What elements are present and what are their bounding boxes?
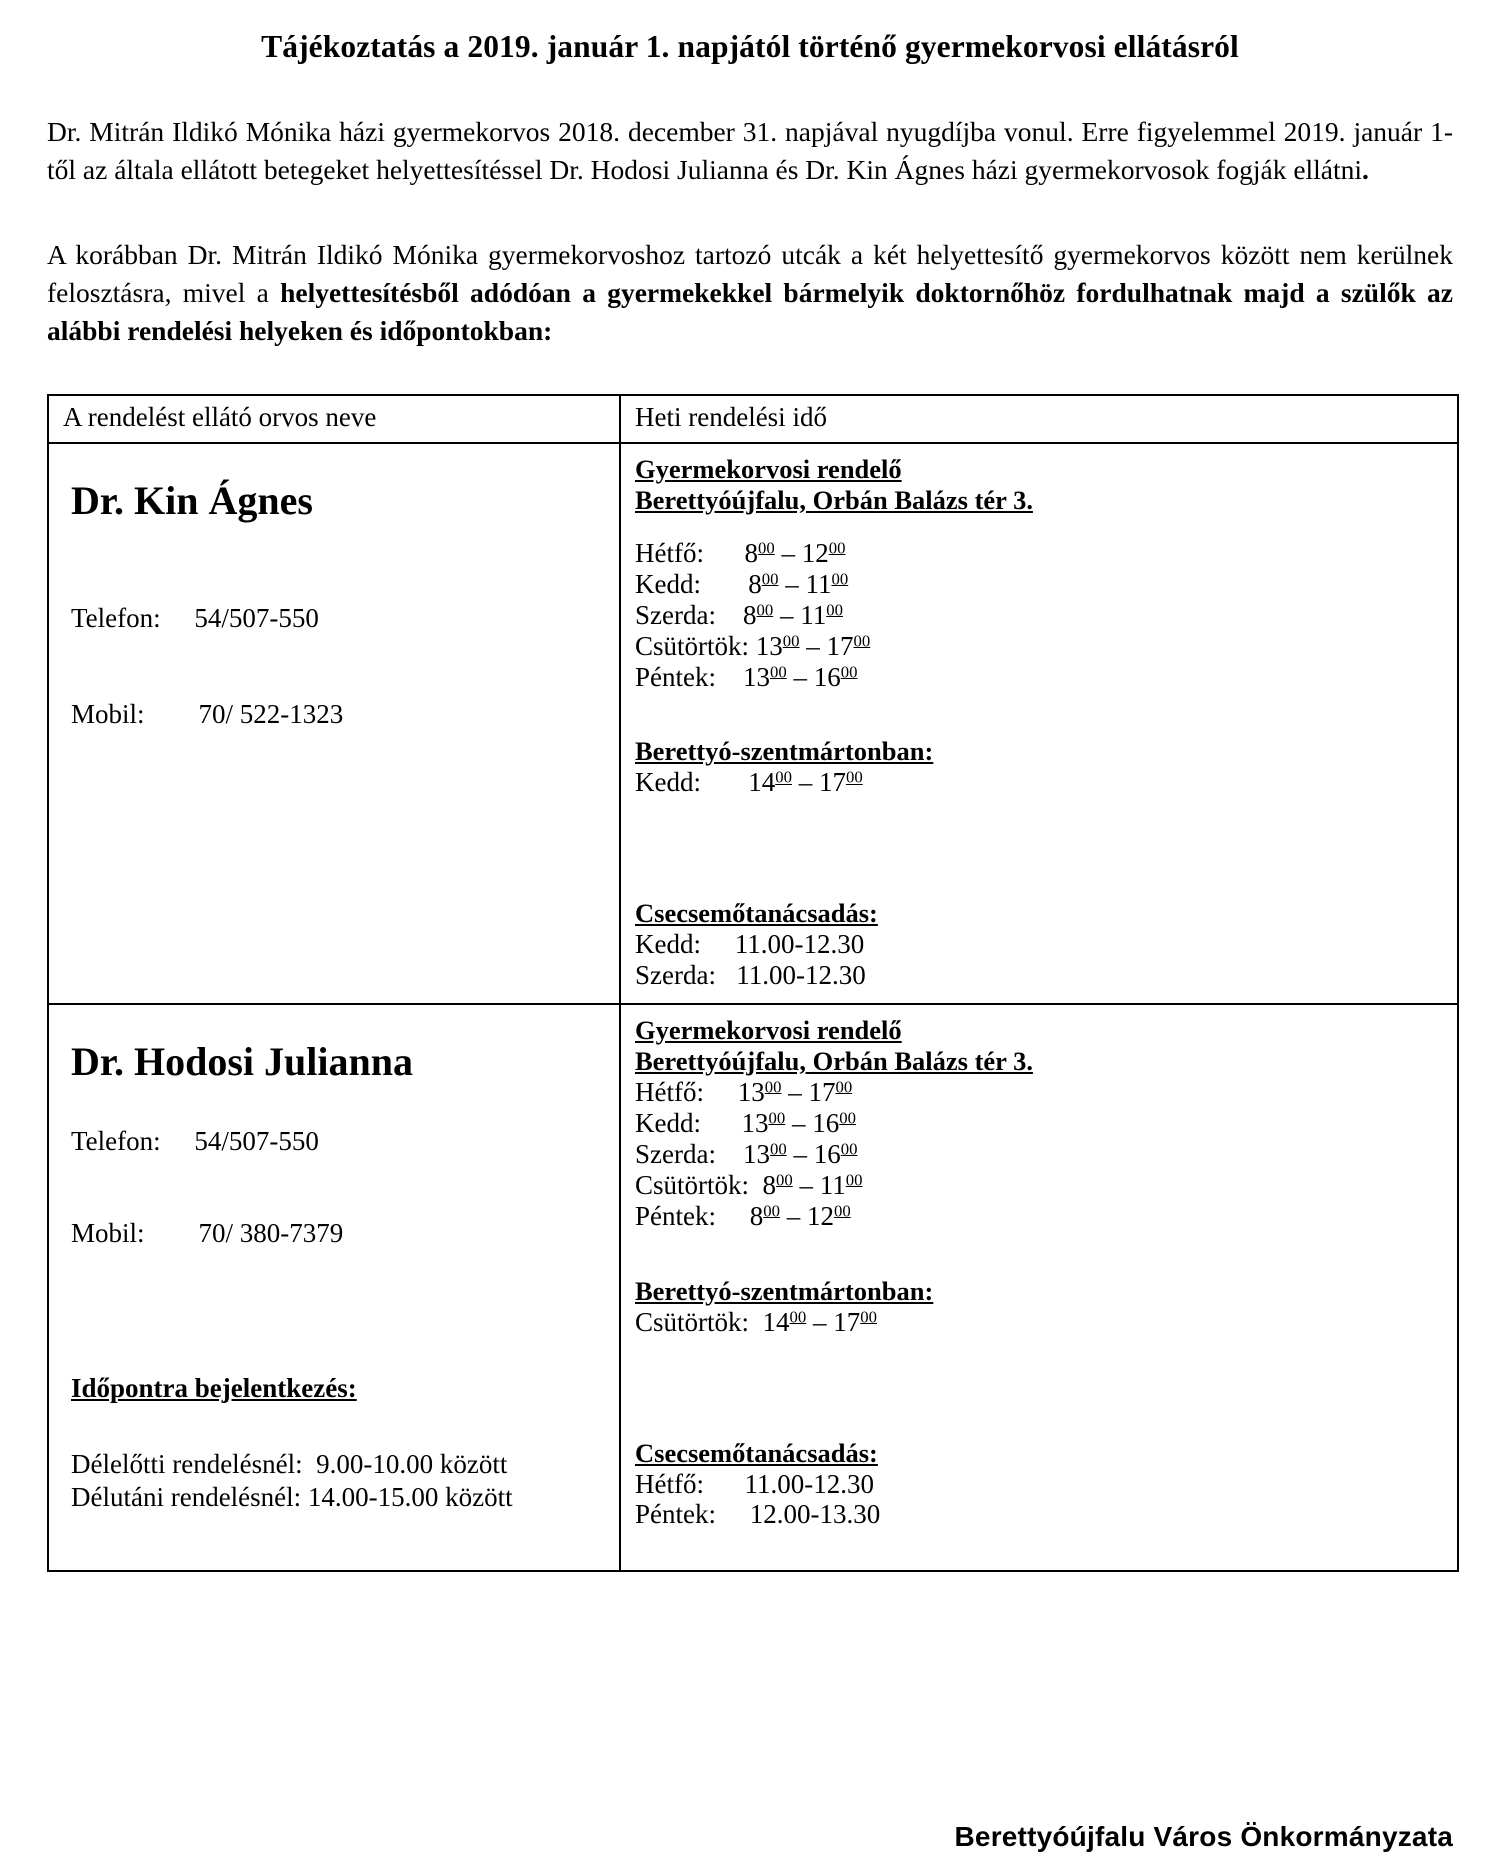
hours-range: $8^{00} - 12^{00}$ [749, 1200, 851, 1231]
branch-hours-row [635, 767, 1457, 798]
header-cell-doctor [48, 395, 620, 443]
office-title-line1: Gyermekorvosi rendelő [635, 453, 902, 484]
weekly-hours-list [635, 538, 1457, 693]
doctor-mobile [71, 698, 619, 732]
hours-day: Csütörtök: [635, 1306, 750, 1337]
weekly-hours-list [635, 1077, 1457, 1232]
table-row [48, 443, 1458, 1004]
header-cell-hours [620, 395, 1458, 443]
infant-hours-row [635, 929, 1457, 960]
hours-cell-kin [620, 443, 1458, 1004]
hours-day: Csütörtök: [635, 630, 750, 661]
hours-day: Szerda: [635, 599, 716, 630]
hours-range: $13^{00} - 16^{00}$ [741, 1108, 856, 1139]
streets-paragraph-bold: helyettesítésből adódóan a gyermekekkel bármelyik doktornőhöz fordulhatnak majd a szülők az alábbi rendelési helyeken és időpontokban: [47, 277, 1454, 347]
telephone-label: Telefon: [71, 602, 161, 633]
hours-day: Szerda: [635, 960, 716, 991]
appointment-title: Időpontra bejelentkezés: [71, 1372, 357, 1403]
appointment-value: 14.00-15.00 között [307, 1481, 513, 1512]
hours-day: Hétfő: [635, 537, 704, 568]
infant-title: Csecsemőtanácsadás: [635, 898, 878, 929]
doctor-cell-hodosi [48, 1004, 620, 1570]
mobile-value: 70/ 522-1323 [198, 698, 344, 729]
schedule-table [47, 394, 1459, 1571]
hours-row [635, 1077, 1457, 1108]
hours-range: 11.00-12.30 [736, 960, 866, 991]
hours-day: Hétfő: [635, 1468, 704, 1499]
infant-title: Csecsemőtanácsadás: [635, 1437, 878, 1468]
page-title: Tájékoztatás a 2019. január 1. napjától történő gyermekorvosi ellátásról [261, 29, 1239, 64]
hours-range: $8^{00} - 11^{00}$ [742, 599, 843, 630]
telephone-value: 54/507-550 [194, 602, 319, 633]
appointment-row [71, 1481, 619, 1514]
hours-range: $14^{00} - 17^{00}$ [762, 1306, 877, 1337]
infant-hours-row [635, 1469, 1457, 1500]
mobile-label: Mobil: [71, 1217, 145, 1248]
doctor-cell-kin [48, 443, 620, 1004]
doctor-telephone [71, 1125, 619, 1159]
doctor-mobile [71, 1217, 619, 1251]
hours-day: Kedd: [635, 767, 701, 798]
office-title-line2: Berettyóújfalu, Orbán Balázs tér 3. [635, 484, 1033, 515]
branch-hours-row [635, 1307, 1457, 1338]
hours-day: Kedd: [635, 1108, 701, 1139]
hours-day: Péntek: [635, 661, 716, 692]
doctor-name: Dr. Hodosi Julianna [71, 1039, 413, 1085]
streets-paragraph [47, 236, 1453, 350]
table-row [48, 1004, 1458, 1570]
hours-row [635, 662, 1457, 693]
hours-row [635, 1201, 1457, 1232]
telephone-label: Telefon: [71, 1126, 161, 1157]
doctor-name: Dr. Kin Ágnes [71, 477, 313, 523]
hours-day: Csütörtök: [635, 1169, 750, 1200]
hours-day: Kedd: [635, 568, 701, 599]
table-header-row [48, 395, 1458, 443]
footer-signature: Berettyóújfalu Város Önkormányzata [954, 1821, 1453, 1852]
infant-hours-row [635, 960, 1457, 991]
hours-range: $14^{00} - 17^{00}$ [748, 767, 863, 798]
mobile-label: Mobil: [71, 698, 145, 729]
hours-range: 12.00-13.30 [749, 1499, 881, 1530]
appointment-row [71, 1448, 619, 1481]
hours-range: 11.00-12.30 [744, 1468, 874, 1499]
hours-row [635, 1139, 1457, 1170]
hours-row [635, 1170, 1457, 1201]
hours-row [635, 538, 1457, 569]
hours-range: $13^{00} - 16^{00}$ [743, 661, 858, 692]
hours-day: Kedd: [635, 929, 701, 960]
branch-title: Berettyó-szentmártonban: [635, 736, 934, 767]
hours-range: $8^{00} - 12^{00}$ [744, 537, 846, 568]
hours-day: Hétfő: [635, 1077, 704, 1108]
hours-day: Péntek: [635, 1499, 716, 1530]
hours-row [635, 569, 1457, 600]
mobile-value: 70/ 380-7379 [198, 1217, 344, 1248]
hours-day: Szerda: [635, 1138, 716, 1169]
appointment-value: 9.00-10.00 között [316, 1448, 508, 1479]
office-title-line2: Berettyóújfalu, Orbán Balázs tér 3. [635, 1046, 1033, 1077]
appointment-label: Délelőtti rendelésnél: [71, 1448, 303, 1479]
branch-title: Berettyó-szentmártonban: [635, 1275, 934, 1306]
hours-row [635, 1108, 1457, 1139]
office-title-line1: Gyermekorvosi rendelő [635, 1015, 902, 1046]
infant-hours-row [635, 1499, 1457, 1530]
hours-range: $13^{00} - 16^{00}$ [742, 1138, 858, 1169]
hours-range: $13^{00} - 17^{00}$ [755, 630, 871, 661]
telephone-value: 54/507-550 [194, 1126, 319, 1157]
streets-paragraph-text: A korábban Dr. Mitrán Ildikó Mónika gyermekorvoshoz tartozó utcák a két helyettesítő gyermekorvos között nem kerülnek felosztásra, mivel a [47, 238, 1453, 309]
hours-range: $8^{00} - 11^{00}$ [762, 1169, 863, 1200]
hours-range: 11.00-12.30 [734, 929, 865, 960]
hours-range: $8^{00} - 11^{00}$ [748, 568, 849, 599]
intro-paragraph-text: Dr. Mitrán Ildikó Mónika házi gyermekorvos 2018. december 31. napjával nyugdíjba vonul. Erre figyelemmel 2019. január 1-től az általa ellátott betegeket helyettesítéssel Dr. Hodosi Julianna és Dr. Kin Ágnes házi gyermekorvosok fogják ellátni [47, 115, 1453, 185]
hours-cell-hodosi [620, 1004, 1458, 1570]
header-doctor-label: A rendelést ellátó orvos neve [63, 402, 377, 433]
hours-row [635, 600, 1457, 631]
hours-range: $13^{00} - 17^{00}$ [737, 1077, 853, 1108]
intro-paragraph-period: . [1362, 153, 1369, 185]
doctor-telephone [71, 602, 619, 636]
hours-row [635, 631, 1457, 662]
intro-paragraph [47, 113, 1453, 189]
appointment-label: Délutáni rendelésnél: [71, 1481, 302, 1512]
hours-day: Péntek: [635, 1200, 716, 1231]
header-hours-label: Heti rendelési idő [635, 402, 827, 433]
